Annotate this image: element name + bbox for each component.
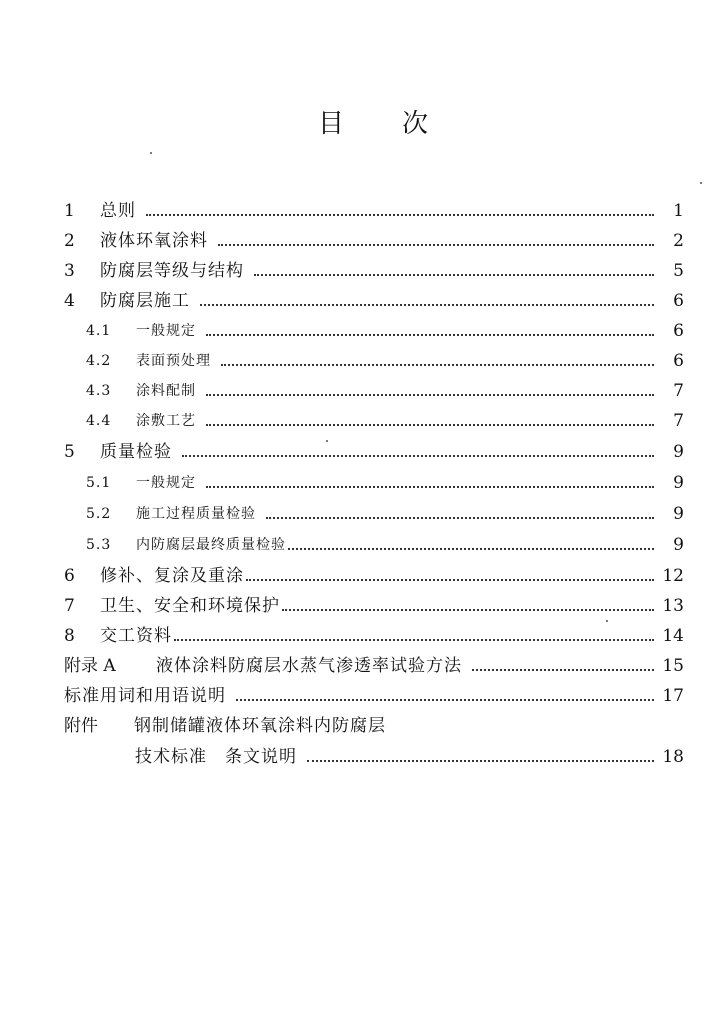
- toc-entry-label: 一般规定: [136, 475, 196, 491]
- dot-leader: [307, 759, 654, 762]
- toc-entry-label: 修补、复涂及重涂: [100, 566, 244, 586]
- toc-entry-4-3[interactable]: [86, 376, 684, 406]
- toc-entry-label: 涂敷工艺: [136, 413, 196, 429]
- toc-entry-appendix-a[interactable]: [64, 651, 684, 681]
- toc-entry-number: 4.3: [86, 383, 112, 399]
- dot-leader: [174, 638, 654, 641]
- toc-entry-label: 标准用词和用语说明: [64, 686, 226, 706]
- dot-leader: [236, 698, 654, 701]
- title-char-1: 目: [318, 109, 345, 139]
- dot-leader: [206, 485, 654, 488]
- toc-entry-number: 1: [64, 201, 75, 221]
- toc-entry-attachment[interactable]: [64, 711, 684, 741]
- toc-entry-number: 4.4: [86, 413, 112, 429]
- dot-leader: [206, 393, 654, 396]
- toc-entry-number: 附件: [64, 716, 98, 736]
- toc-entry-page: 18: [662, 747, 684, 767]
- toc-entry-page: 6: [673, 291, 684, 311]
- scan-speck: [700, 182, 702, 184]
- dot-leader: [182, 454, 654, 457]
- toc-entry-7[interactable]: [64, 591, 684, 621]
- toc-entry-page: 9: [673, 504, 684, 524]
- toc-entry-number: 5.1: [86, 475, 112, 491]
- dot-leader: [206, 333, 654, 336]
- toc-entry-label: 表面预处理: [136, 353, 211, 369]
- toc-entry-label: 钢制储罐液体环氧涂料内防腐层: [134, 716, 386, 736]
- toc-entry-terms[interactable]: [64, 681, 684, 711]
- toc-entry-5-1[interactable]: [86, 468, 684, 498]
- dot-leader: [218, 243, 654, 246]
- toc-entry-8[interactable]: [64, 621, 684, 651]
- toc-entry-page: 13: [662, 596, 684, 616]
- title-char-2: 次: [402, 109, 429, 139]
- toc-entry-label: 防腐层等级与结构: [100, 261, 244, 281]
- toc-entry-label: 卫生、安全和环境保护: [100, 596, 280, 616]
- toc-entry-number: 附录 A: [64, 656, 116, 676]
- toc-entry-label: 技术标准 条文说明: [135, 747, 297, 767]
- toc-entry-label: 液体涂料防腐层水蒸气渗透率试验方法: [156, 656, 462, 676]
- dot-leader: [206, 423, 654, 426]
- toc-entry-number: 7: [64, 596, 75, 616]
- toc-entry-label: 防腐层施工: [100, 291, 190, 311]
- toc-entry-label: 施工过程质量检验: [136, 506, 256, 522]
- dot-leader: [266, 516, 654, 519]
- toc-entry-6[interactable]: [64, 561, 684, 591]
- toc-entry-page: 6: [673, 351, 684, 371]
- toc-entry-number: 4.2: [86, 353, 112, 369]
- toc-entry-page: 7: [673, 381, 684, 401]
- toc-entry-3[interactable]: [64, 256, 684, 286]
- toc-entry-page: 17: [662, 686, 684, 706]
- scan-speck: [326, 440, 328, 442]
- page-title: [0, 104, 724, 144]
- toc-entry-page: 6: [673, 321, 684, 341]
- toc-entry-4-1[interactable]: [86, 316, 684, 346]
- toc-entry-label: 交工资料: [100, 626, 172, 646]
- toc-entry-page: 12: [662, 566, 684, 586]
- toc-entry-label: 一般规定: [136, 323, 196, 339]
- toc-entry-label: 质量检验: [100, 442, 172, 462]
- toc-entry-label: 涂料配制: [136, 383, 196, 399]
- toc-entry-5-2[interactable]: [86, 499, 684, 529]
- toc-entry-number: 6: [64, 566, 75, 586]
- toc-entry-page: 14: [662, 626, 684, 646]
- toc-entry-5[interactable]: [64, 437, 684, 467]
- toc-entry-4-2[interactable]: [86, 346, 684, 376]
- toc-entry-number: 8: [64, 626, 75, 646]
- toc-entry-5-3[interactable]: [86, 530, 684, 560]
- dot-leader: [246, 578, 654, 581]
- toc-entry-4[interactable]: [64, 286, 684, 316]
- toc-entry-page: 15: [662, 656, 684, 676]
- toc-entry-number: 5.2: [86, 506, 112, 522]
- dot-leader: [221, 363, 654, 366]
- dot-leader: [254, 273, 654, 276]
- toc-entry-1[interactable]: [64, 196, 684, 226]
- dot-leader: [282, 608, 654, 611]
- toc-entry-page: 9: [673, 442, 684, 462]
- toc-entry-4-4[interactable]: [86, 406, 684, 436]
- toc-entry-page: 5: [673, 261, 684, 281]
- dot-leader: [472, 668, 654, 671]
- toc-entry-2[interactable]: [64, 226, 684, 256]
- table-of-contents: [0, 196, 724, 776]
- toc-entry-page: 2: [673, 231, 684, 251]
- toc-entry-number: 5.3: [86, 537, 112, 553]
- dot-leader: [288, 547, 654, 550]
- toc-entry-page: 9: [673, 535, 684, 555]
- dot-leader: [200, 303, 654, 306]
- toc-entry-label: 总则: [100, 201, 136, 221]
- toc-entry-label: 内防腐层最终质量检验: [136, 537, 286, 553]
- toc-entry-number: 5: [64, 442, 75, 462]
- toc-entry-number: 3: [64, 261, 75, 281]
- toc-entry-page: 9: [673, 473, 684, 493]
- toc-entry-number: 4.1: [86, 323, 112, 339]
- toc-entry-number: 2: [64, 231, 75, 251]
- dot-leader: [146, 213, 654, 216]
- toc-entry-page: 1: [673, 201, 684, 221]
- scan-speck: [150, 152, 152, 154]
- toc-entry-attachment-continued[interactable]: [135, 742, 684, 772]
- toc-entry-page: 7: [673, 411, 684, 431]
- toc-entry-label: 液体环氧涂料: [100, 231, 208, 251]
- toc-entry-number: 4: [64, 291, 75, 311]
- scan-speck: [606, 620, 608, 622]
